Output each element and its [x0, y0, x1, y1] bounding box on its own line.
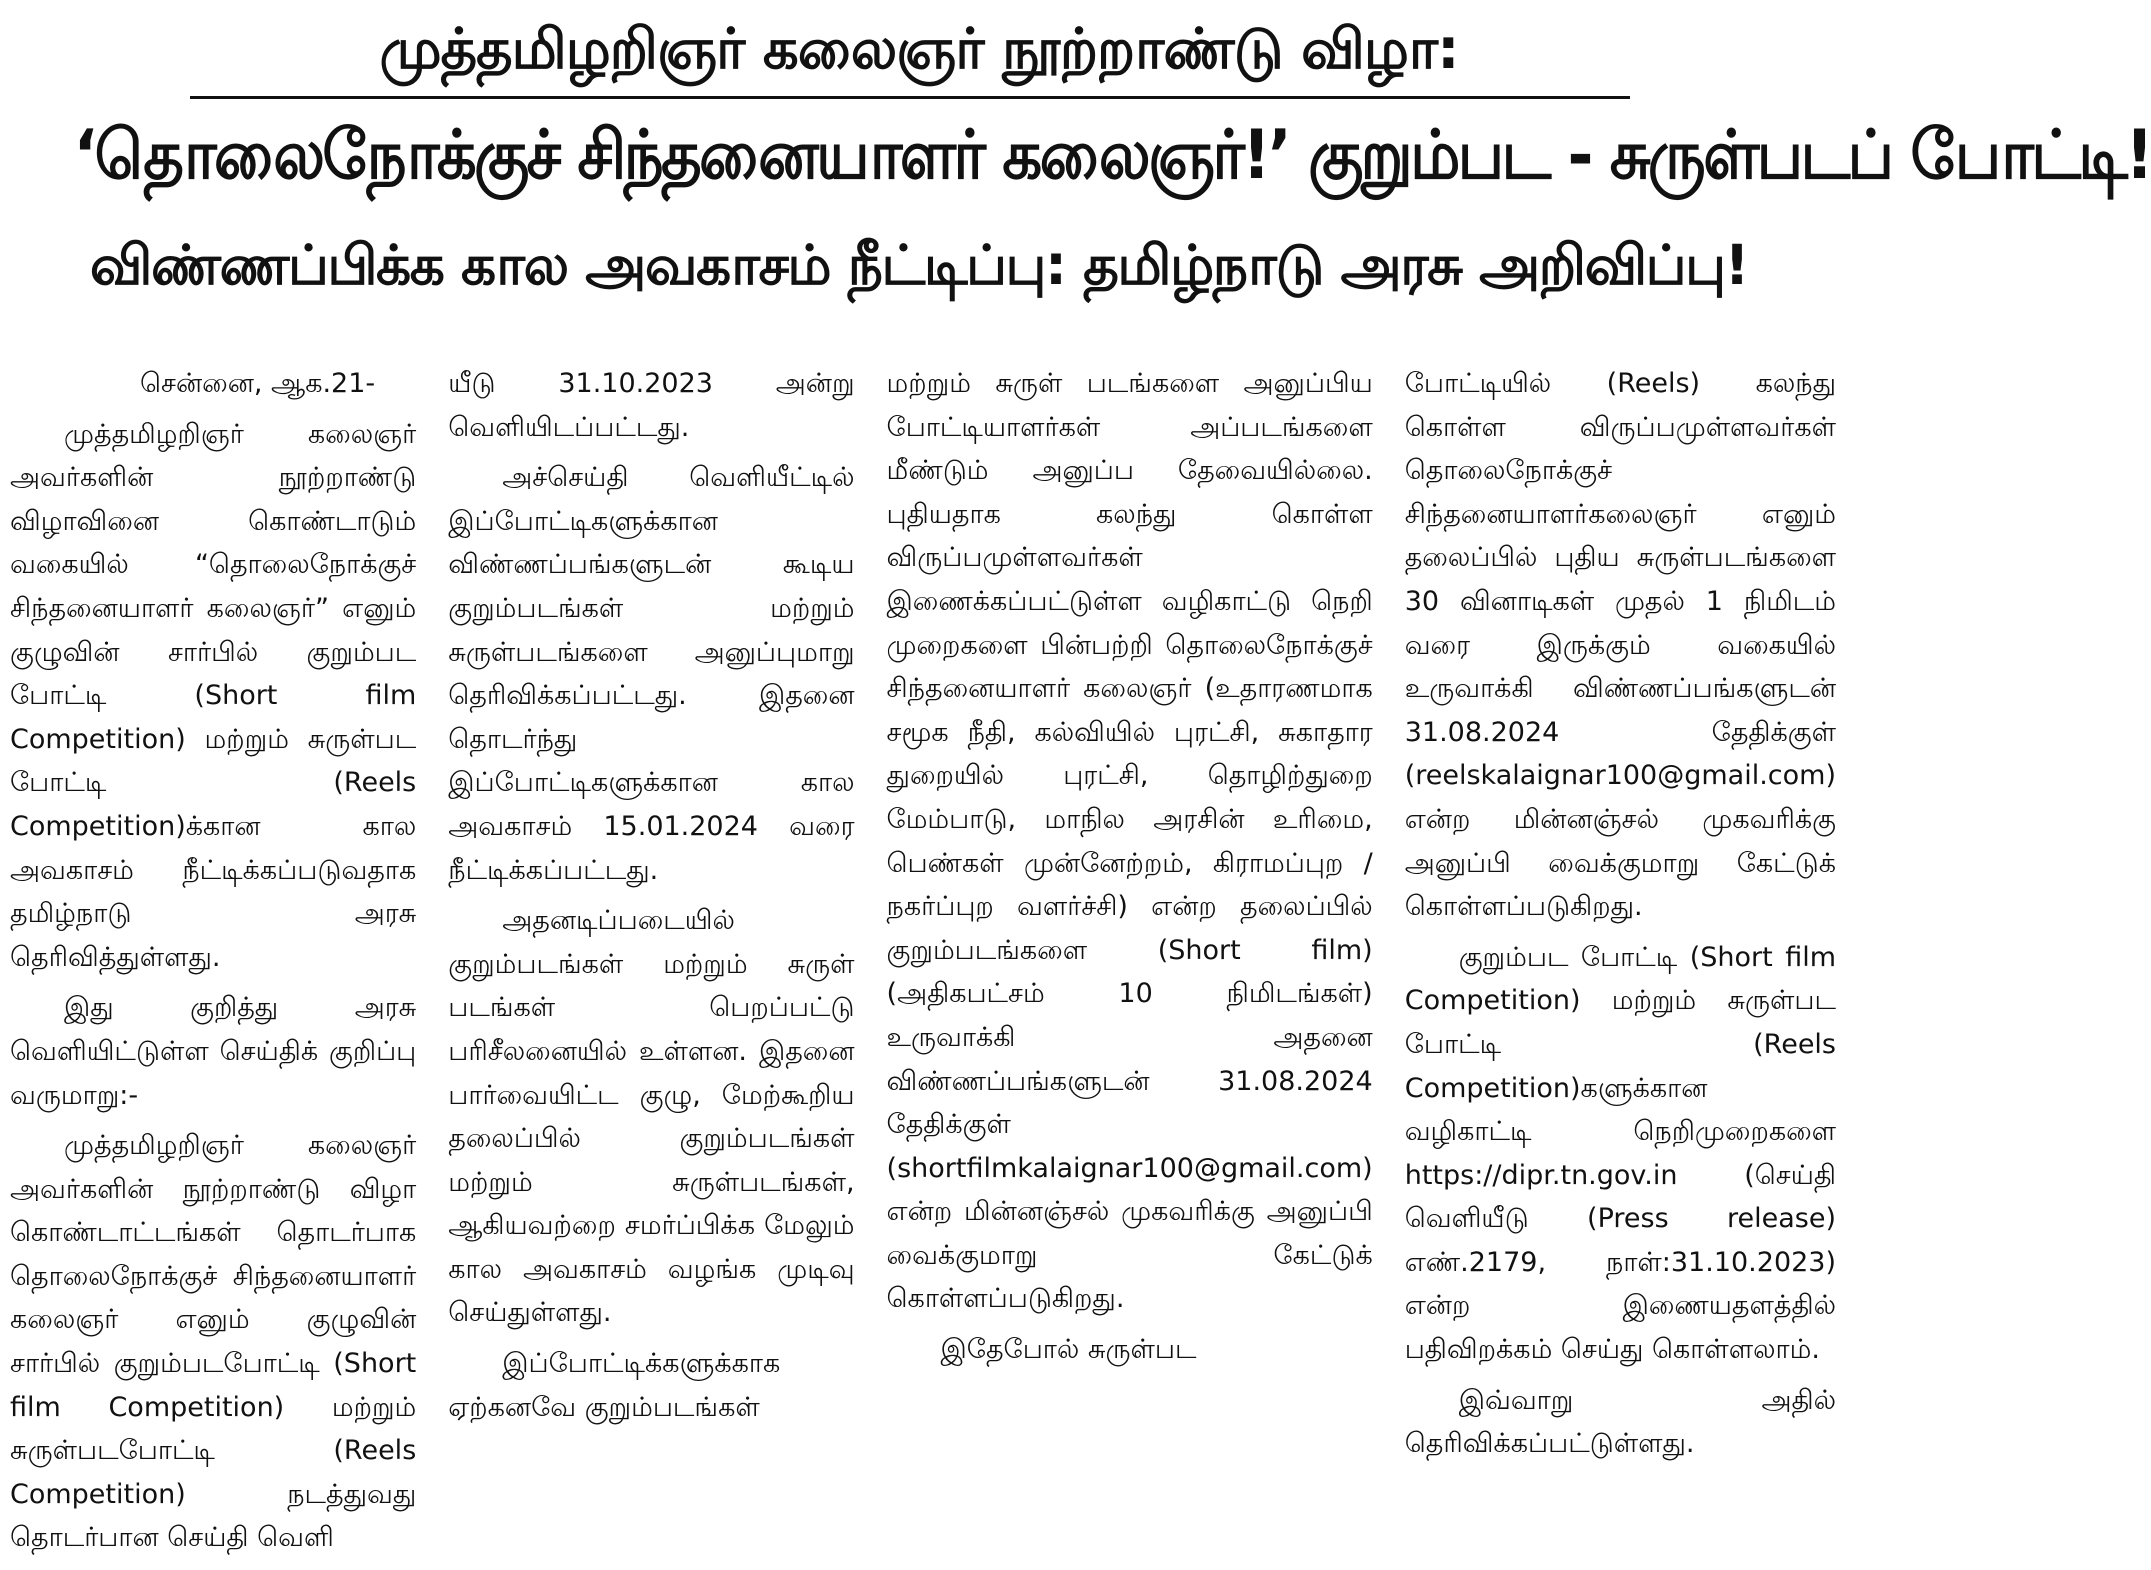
- main-headline: ‘தொலைநோக்குச் சிந்தனையாளர் கலைஞர்!’ குறும்பட - சுருள்படப் போட்டி!: [73, 116, 2151, 195]
- article-paragraph: இது குறித்து அரசு வெளியிட்டுள்ள செய்திக் குறிப்பு வருமாறு:-: [10, 992, 417, 1111]
- dateline: சென்னை, ஆக.21-: [140, 368, 376, 399]
- article-paragraph: இவ்வாறு அதில் தெரிவிக்கப்பட்டுள்ளது.: [1404, 1384, 1837, 1460]
- article-column-1: [10, 362, 416, 1570]
- article-paragraph: குறும்பட போட்டி (Short film Competition) மற்றும் சுருள்பட போட்டி (Reels Competition)களுக்கான வழிகாட்டி நெறிமுறைகளை https://dipr.tn.gov.in (செய்தி வெளியீடு (Press release) எண்.2179, நாள்:31.10.2023) என்ற இணையதளத்தில் பதிவிறக்கம் செய்து கொள்ளலாம்.: [1404, 941, 1837, 1366]
- article-paragraph: போட்டியில் (Reels) கலந்து கொள்ள விருப்பமுள்ளவர்கள் தொலைநோக்குச் சிந்தனையாளர்கலைஞர் எனும் தலைப்பில் புதிய சுருள்படங்களை 30 வினாடிகள் முதல் 1 நிமிடம் வரை இருக்கும் வகையில் உருவாக்கி விண்ணப்பங்களுடன் 31.08.2024 தேதிக்குள் (reelskalaignar100@gmail.com) என்ற மின்னஞ்சல் முகவரிக்கு அனுப்பி வைக்குமாறு கேட்டுக் கொள்ளப்படுகிறது.: [1404, 368, 1837, 923]
- article-body: [10, 362, 1836, 1570]
- article-paragraph: அச்செய்தி வெளியீட்டில் இப்போட்டிகளுக்கான விண்ணப்பங்களுடன் கூடிய குறும்படங்கள் மற்றும் சுருள்படங்களை அனுப்புமாறு தெரிவிக்கப்பட்டது. இதனை தொடர்ந்து இப்போட்டிகளுக்கான கால அவகாசம் 15.01.2024 வரை நீட்டிக்கப்பட்டது.: [448, 462, 855, 886]
- article-paragraph: முத்தமிழறிஞர் கலைஞர் அவர்களின் நூற்றாண்டு விழாவினை கொண்டாடும் வகையில் “தொலைநோக்குச் சிந்தனையாளர் கலைஞர்” எனும் குழுவின் சார்பில் குறும்பட போட்டி (Short film Competition) மற்றும் சுருள்பட போட்டி (Reels Competition)க்கான கால அவகாசம் நீட்டிக்கப்படுவதாக தமிழ்நாடு அரசு தெரிவித்துள்ளது.: [10, 418, 417, 973]
- article-paragraph: முத்தமிழறிஞர் கலைஞர் அவர்களின் நூற்றாண்டு விழா கொண்டாட்டங்கள் தொடர்பாக தொலைநோக்குச் சிந்தனையாளர் கலைஞர் எனும் குழுவின் சார்பில் குறும்படபோட்டி (Short film Competition) மற்றும் சுருள்படபோட்டி (Reels Competition) நடத்துவது தொடர்பான செய்தி வெளி: [10, 1130, 417, 1554]
- article-column-2: [448, 362, 854, 1570]
- article-paragraph: அதனடிப்படையில் குறும்படங்கள் மற்றும் சுருள் படங்கள் பெறப்பட்டு பரிசீலனையில் உள்ளன. இதனை பார்வையிட்ட குழு, மேற்கூறிய தலைப்பில் குறும்படங்கள் மற்றும் சுருள்படங்கள், ஆகியவற்றை சமர்ப்பிக்க மேலும் கால அவகாசம் வழங்க முடிவு செய்துள்ளது.: [448, 905, 855, 1329]
- article-paragraph: யீடு 31.10.2023 அன்று வெளியிடப்பட்டது.: [448, 368, 855, 443]
- article-paragraph: இப்போட்டிக்களுக்காக ஏற்கனவே குறும்படங்கள்: [448, 1348, 781, 1423]
- subheadline: விண்ணப்பிக்க கால அவகாசம் நீட்டிப்பு: தமிழ்நாடு அரசு அறிவிப்பு!: [89, 233, 1749, 297]
- article-column-4: [1405, 362, 1836, 1570]
- article-paragraph: மற்றும் சுருள் படங்களை அனுப்பிய போட்டியாளர்கள் அப்படங்களை மீண்டும் அனுப்ப தேவையில்லை. புதியதாக கலந்து கொள்ள விருப்பமுள்ளவர்கள் இணைக்கப்பட்டுள்ள வழிகாட்டு நெறி முறைகளை பின்பற்றி தொலைநோக்குச் சிந்தனையாளர் கலைஞர் (உதாரணமாக சமூக நீதி, கல்வியில் புரட்சி, சுகாதார துறையில் புரட்சி, தொழிற்துறை மேம்பாடு, மாநில அரசின் உரிமை, பெண்கள் முன்னேற்றம், கிராமப்புற / நகர்ப்புற வளர்ச்சி) என்ற தலைப்பில் குறும்படங்களை (Short film) (அதிகபட்சம் 10 நிமிடங்கள்) உருவாக்கி அதனை விண்ணப்பங்களுடன் 31.08.2024 தேதிக்குள் (shortfilmkalaignar100@gmail.com) என்ற மின்னஞ்சல் முகவரிக்கு அனுப்பி வைக்குமாறு கேட்டுக் கொள்ளப்படுகிறது.: [886, 368, 1373, 1315]
- kicker-heading: முத்தமிழறிஞர் கலைஞர் நூற்றாண்டு விழா:: [379, 17, 1459, 82]
- article-paragraph: இதேபோல் சுருள்பட: [940, 1334, 1197, 1366]
- article-column-3: [887, 362, 1373, 1570]
- kicker-underline: [190, 96, 1630, 99]
